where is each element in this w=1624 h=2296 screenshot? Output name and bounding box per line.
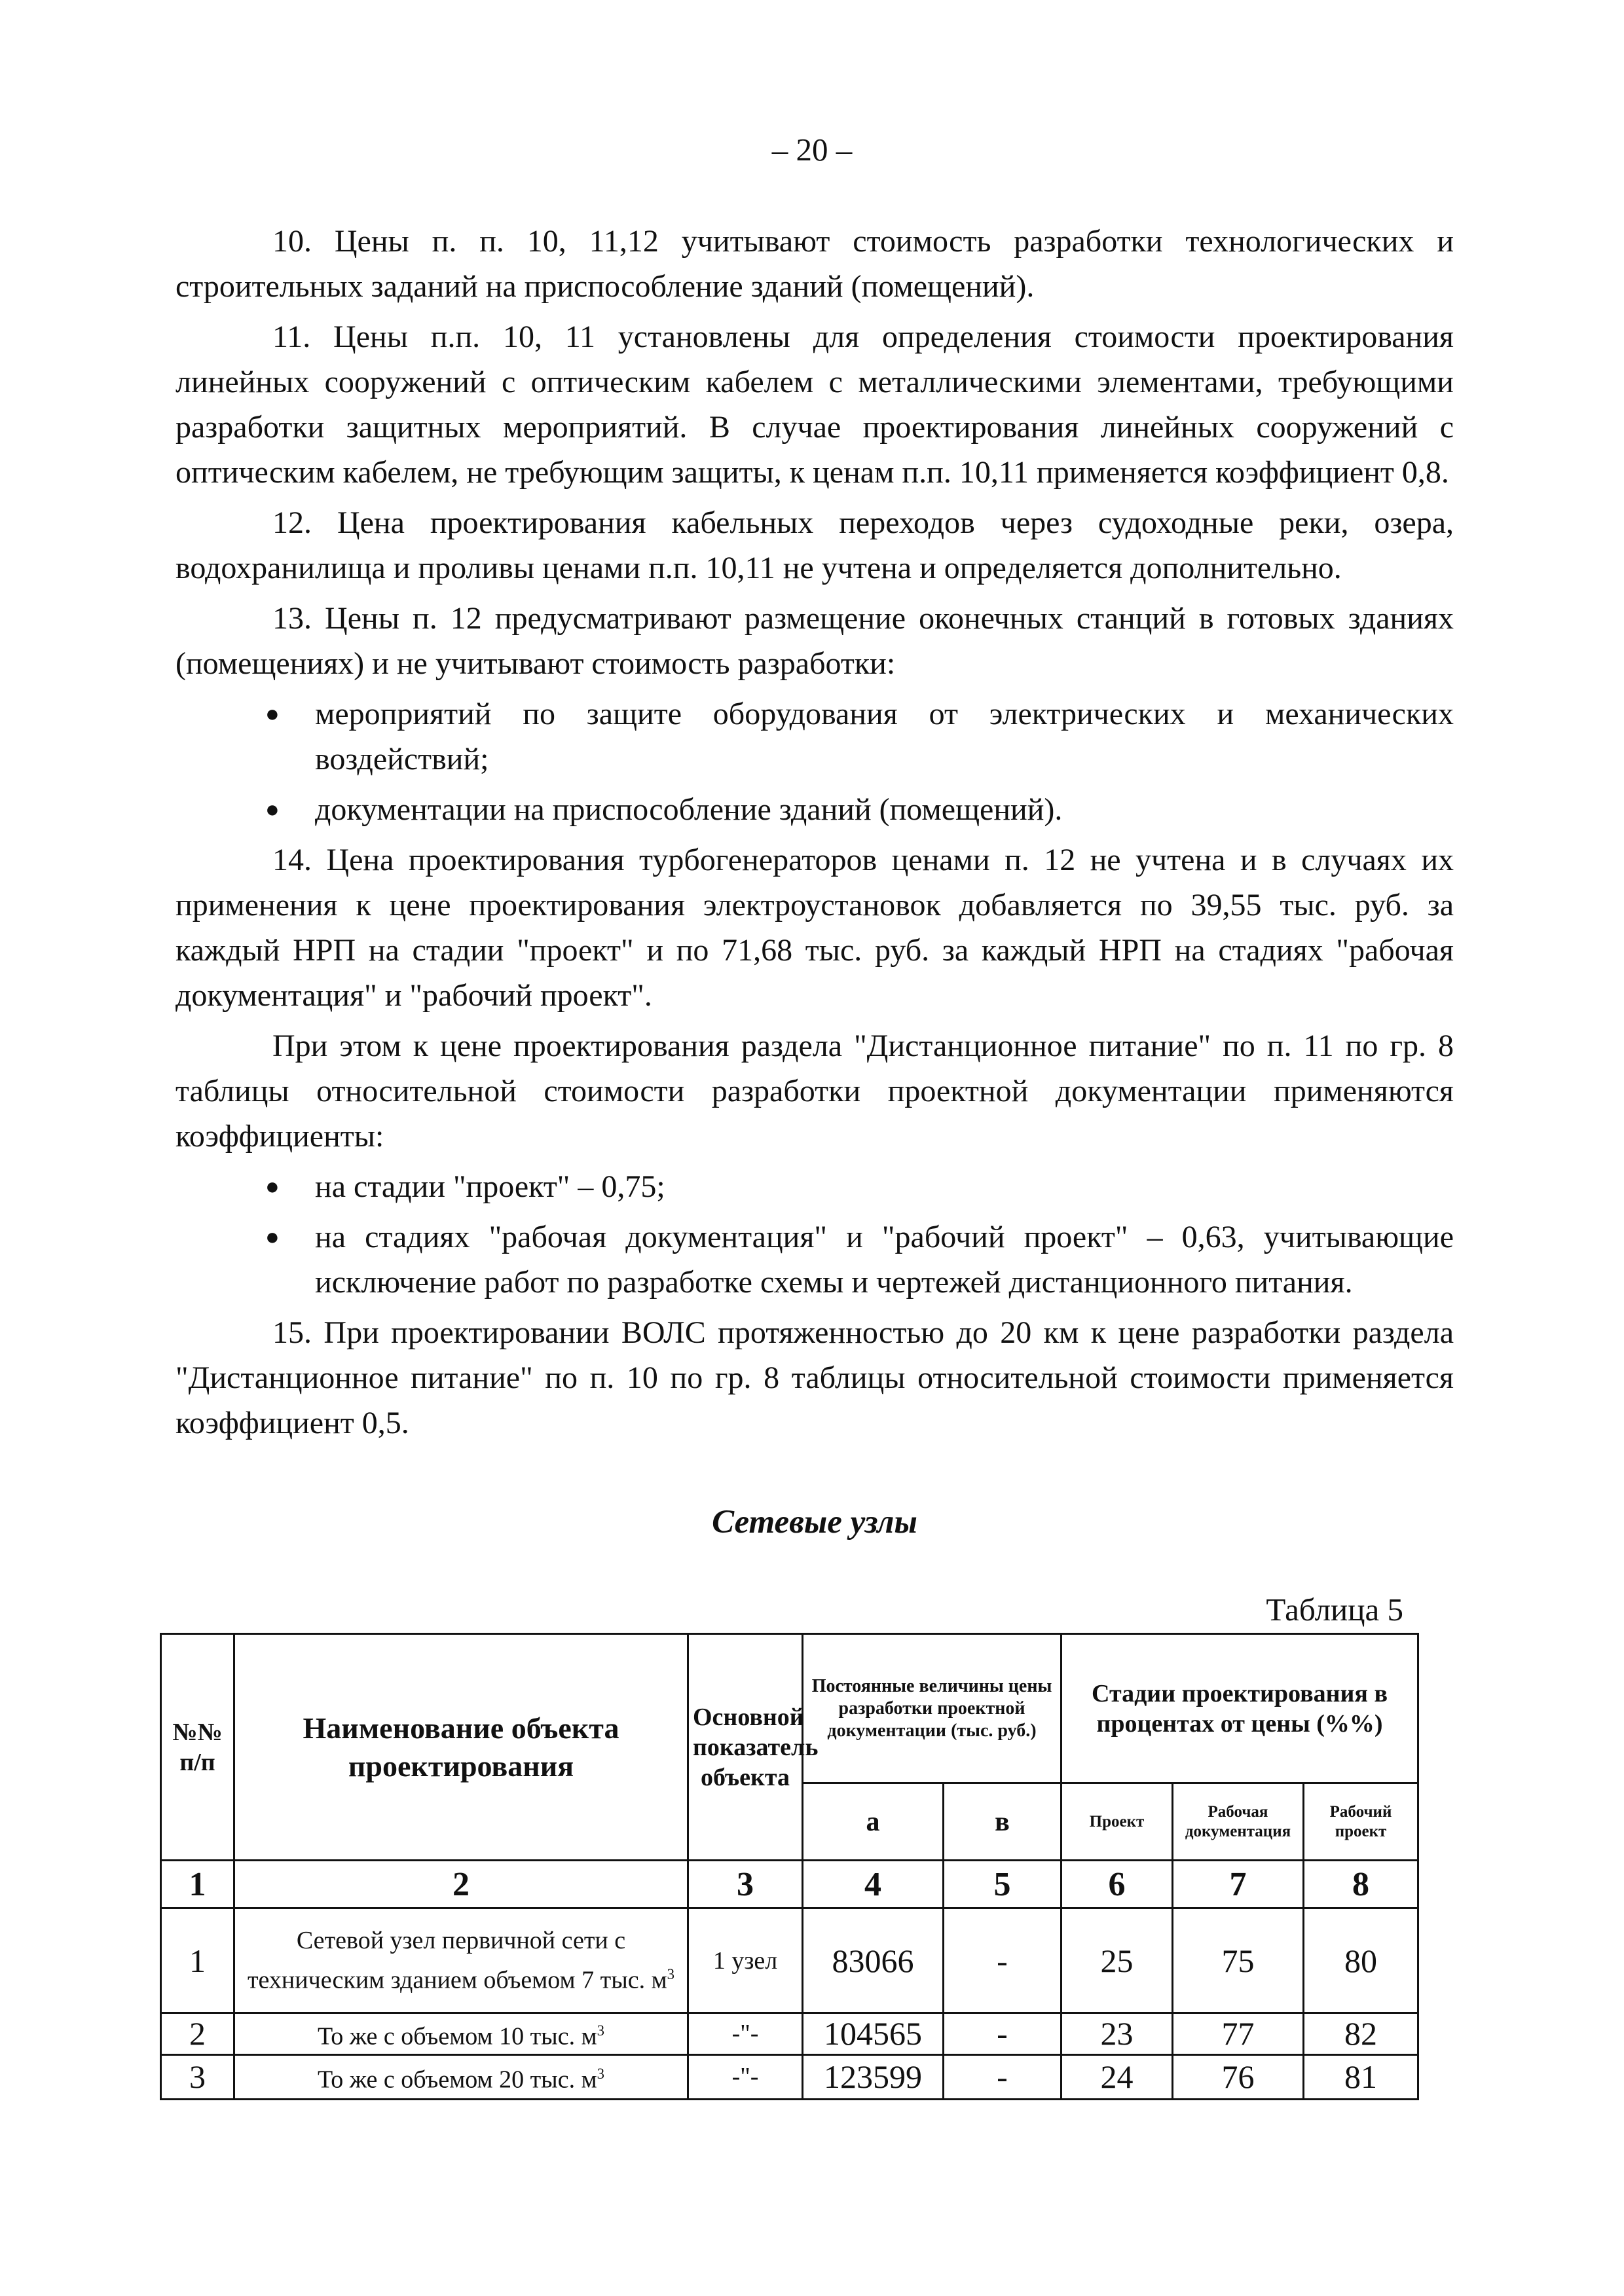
paragraph-10: 10. Цены п. п. 10, 11,12 учитывают стоимость разработки технологических и строительных заданий на приспособление зданий (помещений). xyxy=(175,224,1454,304)
section-title: Сетевые узлы xyxy=(712,1504,917,1540)
indicator: -"- xyxy=(688,2054,803,2099)
stage-rab-proekt: 81 xyxy=(1304,2054,1418,2099)
col-number: 4 xyxy=(803,1861,944,1908)
row-number: 2 xyxy=(161,2013,234,2055)
stage-proekt: 23 xyxy=(1061,2013,1173,2055)
col-number: 3 xyxy=(688,1861,803,1908)
list-item: ● документации на приспособление зданий (помещений). xyxy=(175,787,1454,832)
table-row xyxy=(161,1908,1418,2013)
object-name: Сетевой узел первичной сети с техническим зданием объемом 7 тыс. $м^3$ xyxy=(234,1908,688,2013)
paragraph-13-list xyxy=(175,691,1454,832)
header-proekt: Проект xyxy=(1061,1783,1173,1861)
stage-rab-doc: 76 xyxy=(1173,2054,1304,2099)
header-num: №№ п/п xyxy=(161,1634,234,1861)
header-rab-doc: Рабочая документация xyxy=(1173,1783,1304,1861)
body-text xyxy=(175,219,1454,1451)
table-caption: Таблица 5 xyxy=(1266,1592,1403,1628)
paragraph-12: 12. Цена проектирования кабельных переходов через судоходные реки, озера, водохранилища и проливы ценами п.п. 10,11 не учтена и определяется дополнительно. xyxy=(175,505,1454,585)
value-a: 83066 xyxy=(803,1908,944,2013)
stage-proekt: 25 xyxy=(1061,1908,1173,2013)
stage-rab-doc: 75 xyxy=(1173,1908,1304,2013)
value-b: - xyxy=(944,2013,1061,2055)
header-rab-proekt: Рабочий проект xyxy=(1304,1783,1418,1861)
value-a: 123599 xyxy=(803,2054,944,2099)
indicator: -"- xyxy=(688,2013,803,2055)
list-item: ● на стадиях "рабочая документация" и "рабочий проект" – 0,63, учитывающие исключение работ по разработке схемы и чертежей дистанционного питания. xyxy=(175,1214,1454,1305)
header-const-values: Постоянные величины цены разработки проектной документации (тыс. руб.) xyxy=(803,1634,1061,1783)
indicator: 1 узел xyxy=(688,1908,803,2013)
col-number: 2 xyxy=(234,1861,688,1908)
header-indicator: Основной показатель объекта xyxy=(688,1634,803,1861)
col-number: 7 xyxy=(1173,1861,1304,1908)
header-name: Наименование объекта проектирования xyxy=(234,1634,688,1861)
object-name: То же с объемом 20 тыс. $м^3$ xyxy=(234,2054,688,2099)
stage-rab-proekt: 80 xyxy=(1304,1908,1418,2013)
header-b: в xyxy=(944,1783,1061,1861)
header-a: а xyxy=(803,1783,944,1861)
row-number: 3 xyxy=(161,2054,234,2099)
stage-rab-proekt: 82 xyxy=(1304,2013,1418,2055)
paragraph-14: 14. Цена проектирования турбогенераторов ценами п. 12 не учтена и в случаях их применения к цене проектирования электроустановок добавляется по 39,55 тыс. руб. за каждый НРП на стадии "проект" и по 71,68 тыс. руб. за каждый НРП на стадиях "рабочая документация" и "рабочий проект". xyxy=(175,843,1454,1013)
paragraph-11: 11. Цены п.п. 10, 11 установлены для определения стоимости проектирования линейных сооружений с оптическим кабелем с металлическими элементами, требующими разработки защитных мероприятий. В случае проектирования линейных сооружений с оптическим кабелем, не требующим защиты, к ценам п.п. 10,11 применяется коэффициент 0,8. xyxy=(175,319,1454,490)
header-stages: Стадии проектирования в процентах от цены (%%) xyxy=(1061,1634,1418,1783)
table-row xyxy=(161,2054,1418,2099)
stage-proekt: 24 xyxy=(1061,2054,1173,2099)
paragraph-15: 15. При проектировании ВОЛС протяженностью до 20 км к цене разработки раздела "Дистанционное питание" по п. 10 по гр. 8 таблицы относительной стоимости применяется коэффициент 0,5. xyxy=(175,1315,1454,1440)
col-number: 5 xyxy=(944,1861,1061,1908)
list-item: ● на стадии "проект" – 0,75; xyxy=(175,1164,1454,1209)
page-number: – 20 – xyxy=(771,132,853,168)
paragraph-14-list xyxy=(175,1164,1454,1305)
paragraph-13: 13. Цены п. 12 предусматривают размещение оконечных станций в готовых зданиях (помещениях) и не учитывают стоимость разработки: xyxy=(175,601,1454,681)
object-name: То же с объемом 10 тыс. $м^3$ xyxy=(234,2013,688,2055)
col-number: 8 xyxy=(1304,1861,1418,1908)
value-b: - xyxy=(944,2054,1061,2099)
value-b: - xyxy=(944,1908,1061,2013)
table-5 xyxy=(160,1633,1419,2100)
col-number: 6 xyxy=(1061,1861,1173,1908)
stage-rab-doc: 77 xyxy=(1173,2013,1304,2055)
value-a: 104565 xyxy=(803,2013,944,2055)
table-row xyxy=(161,2013,1418,2055)
paragraph-14-coefficients: При этом к цене проектирования раздела "Дистанционное питание" по п. 11 по гр. 8 таблицы относительной стоимости разработки проектной документации применяются коэффициенты: xyxy=(175,1029,1454,1154)
row-number: 1 xyxy=(161,1908,234,2013)
col-number: 1 xyxy=(161,1861,234,1908)
list-item: ● мероприятий по защите оборудования от электрических и механических воздействий; xyxy=(175,691,1454,782)
column-numbers-row xyxy=(161,1861,1418,1908)
